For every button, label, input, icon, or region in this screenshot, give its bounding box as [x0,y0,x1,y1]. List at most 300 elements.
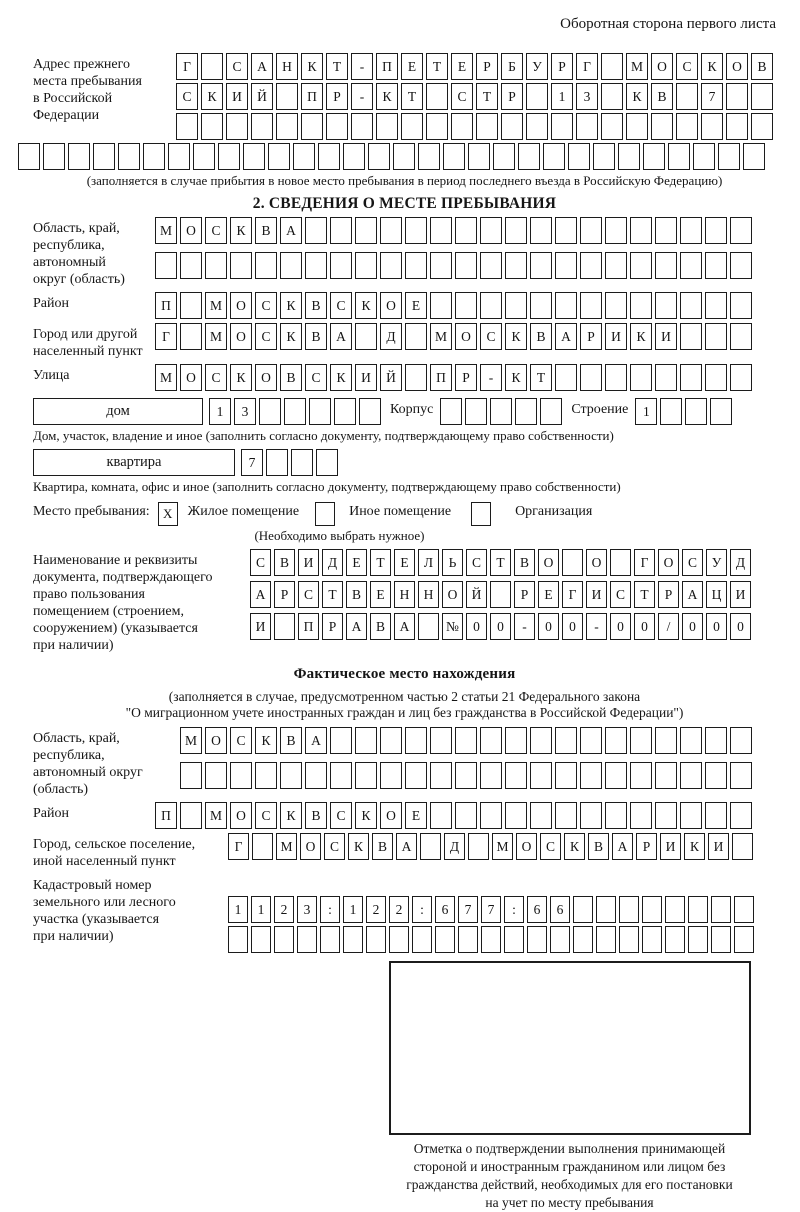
char-box[interactable]: И [586,581,607,608]
char-box[interactable]: С [255,292,277,319]
char-box[interactable]: О [230,802,252,829]
char-box[interactable] [718,143,740,170]
char-box[interactable] [726,113,748,140]
char-box[interactable]: К [301,53,323,80]
char-box[interactable] [418,143,440,170]
char-box[interactable] [651,113,673,140]
char-box[interactable]: М [492,833,513,860]
char-box[interactable]: С [298,581,319,608]
char-box[interactable] [280,252,302,279]
char-box[interactable]: 3 [234,398,256,425]
char-box[interactable] [380,727,402,754]
char-box[interactable] [655,762,677,789]
char-box[interactable] [305,217,327,244]
char-box[interactable]: О [726,53,748,80]
char-box[interactable] [505,727,527,754]
char-box[interactable] [393,143,415,170]
char-box[interactable]: Ц [706,581,727,608]
char-box[interactable] [276,83,298,110]
char-box[interactable] [550,926,570,953]
char-box[interactable] [605,364,627,391]
char-box[interactable] [455,762,477,789]
char-box[interactable]: И [298,549,319,576]
char-box[interactable]: И [605,323,627,350]
char-box[interactable] [573,926,593,953]
char-box[interactable] [665,926,685,953]
char-box[interactable]: Р [580,323,602,350]
char-box[interactable] [540,398,562,425]
char-box[interactable] [376,113,398,140]
char-box[interactable] [274,613,295,640]
char-box[interactable]: А [346,613,367,640]
char-box[interactable]: К [505,364,527,391]
char-box[interactable]: - [351,83,373,110]
char-box[interactable]: А [396,833,417,860]
char-box[interactable] [730,217,752,244]
char-box[interactable] [430,292,452,319]
char-box[interactable]: 1 [635,398,657,425]
char-box[interactable] [705,323,727,350]
char-box[interactable] [580,252,602,279]
char-box[interactable] [380,762,402,789]
char-box[interactable] [355,762,377,789]
char-box[interactable] [205,762,227,789]
char-box[interactable]: 0 [682,613,703,640]
char-box[interactable] [305,762,327,789]
char-box[interactable] [688,896,708,923]
char-box[interactable]: М [626,53,648,80]
char-box[interactable] [605,292,627,319]
char-box[interactable]: П [155,292,177,319]
char-box[interactable] [655,727,677,754]
char-box[interactable]: Г [176,53,198,80]
char-box[interactable]: М [276,833,297,860]
char-box[interactable] [465,398,487,425]
char-box[interactable]: У [526,53,548,80]
char-box[interactable] [430,762,452,789]
char-box[interactable]: В [346,581,367,608]
char-box[interactable] [551,113,573,140]
char-box[interactable]: Р [514,581,535,608]
char-box[interactable] [655,364,677,391]
char-box[interactable]: О [380,802,402,829]
char-box[interactable]: 2 [389,896,409,923]
char-box[interactable] [505,252,527,279]
char-box[interactable]: 2 [366,896,386,923]
char-box[interactable]: Т [322,581,343,608]
char-box[interactable]: - [586,613,607,640]
char-box[interactable] [643,143,665,170]
char-box[interactable] [530,802,552,829]
char-box[interactable] [576,113,598,140]
char-box[interactable]: О [230,323,252,350]
char-box[interactable] [201,113,223,140]
char-box[interactable] [676,113,698,140]
char-box[interactable]: А [330,323,352,350]
char-box[interactable] [693,143,715,170]
char-box[interactable] [630,762,652,789]
char-box[interactable] [468,833,489,860]
char-box[interactable] [580,802,602,829]
char-box[interactable]: Г [634,549,655,576]
char-box[interactable] [255,762,277,789]
char-box[interactable]: О [300,833,321,860]
char-box[interactable]: 2 [274,896,294,923]
char-box[interactable]: Т [490,549,511,576]
char-box[interactable]: В [372,833,393,860]
char-box[interactable] [176,113,198,140]
char-box[interactable]: 0 [634,613,655,640]
char-box[interactable] [426,83,448,110]
char-box[interactable]: И [660,833,681,860]
char-box[interactable] [326,113,348,140]
char-box[interactable] [355,727,377,754]
char-box[interactable] [455,252,477,279]
char-box[interactable] [530,762,552,789]
char-box[interactable]: А [280,217,302,244]
char-box[interactable]: К [630,323,652,350]
char-box[interactable] [568,143,590,170]
char-box[interactable]: 1 [228,896,248,923]
char-box[interactable] [218,143,240,170]
char-box[interactable] [680,252,702,279]
char-box[interactable] [180,252,202,279]
char-box[interactable]: Т [634,581,655,608]
char-box[interactable]: П [301,83,323,110]
char-box[interactable] [168,143,190,170]
char-box[interactable] [430,252,452,279]
char-box[interactable] [405,217,427,244]
char-box[interactable]: Г [155,323,177,350]
char-box[interactable] [268,143,290,170]
char-box[interactable] [480,217,502,244]
char-box[interactable]: П [430,364,452,391]
char-box[interactable]: С [682,549,703,576]
char-box[interactable] [680,802,702,829]
char-box[interactable] [730,364,752,391]
char-box[interactable] [701,113,723,140]
char-box[interactable] [605,762,627,789]
char-box[interactable]: С [226,53,248,80]
char-box[interactable]: А [612,833,633,860]
char-box[interactable]: О [442,581,463,608]
char-box[interactable]: 0 [706,613,727,640]
char-box[interactable] [343,926,363,953]
char-box[interactable] [705,727,727,754]
char-box[interactable]: № [442,613,463,640]
char-box[interactable] [680,727,702,754]
char-box[interactable] [366,926,386,953]
char-box[interactable]: В [305,323,327,350]
char-box[interactable]: С [466,549,487,576]
char-box[interactable]: П [298,613,319,640]
char-box[interactable] [68,143,90,170]
char-box[interactable] [481,926,501,953]
char-box[interactable] [527,926,547,953]
char-box[interactable] [193,143,215,170]
char-box[interactable] [118,143,140,170]
char-box[interactable]: Ь [442,549,463,576]
char-box[interactable] [626,113,648,140]
char-box[interactable] [668,143,690,170]
char-box[interactable]: К [280,323,302,350]
char-box[interactable] [180,323,202,350]
char-box[interactable]: С [676,53,698,80]
char-box[interactable]: Т [426,53,448,80]
char-box[interactable]: 3 [297,896,317,923]
char-box[interactable] [274,926,294,953]
char-box[interactable] [93,143,115,170]
char-box[interactable] [630,292,652,319]
char-box[interactable] [730,727,752,754]
char-box[interactable] [642,896,662,923]
char-box[interactable]: Е [451,53,473,80]
char-box[interactable] [451,113,473,140]
char-box[interactable] [630,252,652,279]
char-box[interactable] [642,926,662,953]
char-box[interactable] [458,926,478,953]
char-box[interactable] [680,323,702,350]
char-box[interactable]: О [205,727,227,754]
char-box[interactable] [259,398,281,425]
char-box[interactable] [320,926,340,953]
char-box[interactable] [180,762,202,789]
char-box[interactable]: В [514,549,535,576]
char-box[interactable]: : [504,896,524,923]
char-box[interactable]: И [250,613,271,640]
char-box[interactable] [580,292,602,319]
char-box[interactable]: Г [576,53,598,80]
char-box[interactable] [330,727,352,754]
char-box[interactable]: О [230,292,252,319]
char-box[interactable] [530,727,552,754]
char-box[interactable]: Е [405,292,427,319]
char-box[interactable] [751,83,773,110]
checkbox-organizatsiya[interactable] [471,502,491,526]
char-box[interactable] [685,398,707,425]
char-box[interactable] [743,143,765,170]
char-box[interactable] [455,727,477,754]
char-box[interactable]: Е [370,581,391,608]
char-box[interactable]: В [274,549,295,576]
char-box[interactable] [730,323,752,350]
char-box[interactable] [705,217,727,244]
char-box[interactable]: М [205,323,227,350]
char-box[interactable] [284,398,306,425]
char-box[interactable] [426,113,448,140]
char-box[interactable]: О [455,323,477,350]
char-box[interactable] [711,896,731,923]
char-box[interactable] [555,252,577,279]
char-box[interactable] [555,762,577,789]
char-box[interactable] [468,143,490,170]
char-box[interactable]: Р [326,83,348,110]
char-box[interactable] [226,113,248,140]
char-box[interactable]: Й [466,581,487,608]
char-box[interactable]: 7 [701,83,723,110]
char-box[interactable]: Й [380,364,402,391]
char-box[interactable] [380,252,402,279]
char-box[interactable]: А [394,613,415,640]
char-box[interactable]: Н [276,53,298,80]
char-box[interactable] [293,143,315,170]
char-box[interactable] [601,53,623,80]
char-box[interactable]: М [155,364,177,391]
char-box[interactable]: Р [476,53,498,80]
char-box[interactable]: Т [476,83,498,110]
char-box[interactable] [205,252,227,279]
char-box[interactable]: А [555,323,577,350]
char-box[interactable] [655,802,677,829]
char-box[interactable] [355,323,377,350]
char-box[interactable] [730,802,752,829]
char-box[interactable]: С [330,802,352,829]
char-box[interactable]: К [280,292,302,319]
char-box[interactable] [435,926,455,953]
char-box[interactable] [732,833,753,860]
char-box[interactable]: 1 [209,398,231,425]
char-box[interactable] [543,143,565,170]
char-box[interactable] [601,83,623,110]
char-box[interactable]: О [658,549,679,576]
char-box[interactable] [276,113,298,140]
char-box[interactable] [580,364,602,391]
char-box[interactable]: И [655,323,677,350]
char-box[interactable]: Т [370,549,391,576]
char-box[interactable] [555,217,577,244]
char-box[interactable]: 7 [481,896,501,923]
char-box[interactable] [562,549,583,576]
char-box[interactable] [297,926,317,953]
char-box[interactable]: О [380,292,402,319]
char-box[interactable] [266,449,288,476]
char-box[interactable]: Е [346,549,367,576]
char-box[interactable] [573,896,593,923]
char-box[interactable]: К [230,217,252,244]
char-box[interactable]: Р [322,613,343,640]
char-box[interactable] [305,252,327,279]
char-box[interactable] [251,113,273,140]
char-box[interactable] [618,143,640,170]
char-box[interactable]: К [280,802,302,829]
char-box[interactable]: Р [551,53,573,80]
char-box[interactable] [530,292,552,319]
char-box[interactable] [430,802,452,829]
char-box[interactable] [605,252,627,279]
char-box[interactable] [380,217,402,244]
char-box[interactable]: Л [418,549,439,576]
char-box[interactable] [201,53,223,80]
char-box[interactable] [180,292,202,319]
char-box[interactable] [493,143,515,170]
char-box[interactable]: 6 [435,896,455,923]
char-box[interactable] [619,926,639,953]
char-box[interactable] [601,113,623,140]
char-box[interactable] [596,926,616,953]
char-box[interactable] [418,613,439,640]
char-box[interactable] [555,364,577,391]
char-box[interactable]: С [230,727,252,754]
char-box[interactable]: Й [251,83,273,110]
char-box[interactable]: С [324,833,345,860]
char-box[interactable] [480,762,502,789]
char-box[interactable] [243,143,265,170]
char-box[interactable]: М [205,292,227,319]
char-box[interactable] [734,926,754,953]
char-box[interactable] [476,113,498,140]
char-box[interactable]: А [250,581,271,608]
char-box[interactable]: В [280,364,302,391]
char-box[interactable] [252,833,273,860]
char-box[interactable] [605,217,627,244]
char-box[interactable]: К [684,833,705,860]
char-box[interactable] [680,762,702,789]
char-box[interactable] [688,926,708,953]
char-box[interactable]: С [480,323,502,350]
char-box[interactable]: 1 [551,83,573,110]
char-box[interactable]: И [730,581,751,608]
char-box[interactable]: В [305,802,327,829]
char-box[interactable]: С [205,364,227,391]
char-box[interactable] [655,292,677,319]
char-box[interactable]: 0 [610,613,631,640]
char-box[interactable]: Е [394,549,415,576]
char-box[interactable] [630,217,652,244]
char-box[interactable] [405,364,427,391]
char-box[interactable] [605,727,627,754]
char-box[interactable]: 0 [490,613,511,640]
char-box[interactable] [705,364,727,391]
char-box[interactable] [230,252,252,279]
char-box[interactable]: Д [322,549,343,576]
char-box[interactable] [515,398,537,425]
char-box[interactable]: : [320,896,340,923]
char-box[interactable] [580,727,602,754]
char-box[interactable]: 1 [251,896,271,923]
char-box[interactable] [680,364,702,391]
char-box[interactable]: О [651,53,673,80]
char-box[interactable] [330,762,352,789]
char-box[interactable] [43,143,65,170]
char-box[interactable] [334,398,356,425]
char-box[interactable]: К [330,364,352,391]
char-box[interactable] [505,762,527,789]
char-box[interactable] [343,143,365,170]
char-box[interactable] [251,926,271,953]
char-box[interactable] [730,292,752,319]
char-box[interactable]: В [651,83,673,110]
char-box[interactable]: 6 [527,896,547,923]
char-box[interactable]: О [255,364,277,391]
char-box[interactable] [405,762,427,789]
char-box[interactable]: 0 [466,613,487,640]
char-box[interactable] [605,802,627,829]
char-box[interactable] [180,802,202,829]
char-box[interactable] [580,762,602,789]
char-box[interactable]: И [708,833,729,860]
char-box[interactable]: П [376,53,398,80]
char-box[interactable] [316,449,338,476]
char-box[interactable] [655,217,677,244]
char-box[interactable] [593,143,615,170]
char-box[interactable] [730,762,752,789]
char-box[interactable] [355,252,377,279]
char-box[interactable]: Д [444,833,465,860]
char-box[interactable] [505,292,527,319]
char-box[interactable] [480,252,502,279]
char-box[interactable] [501,113,523,140]
char-box[interactable]: К [701,53,723,80]
